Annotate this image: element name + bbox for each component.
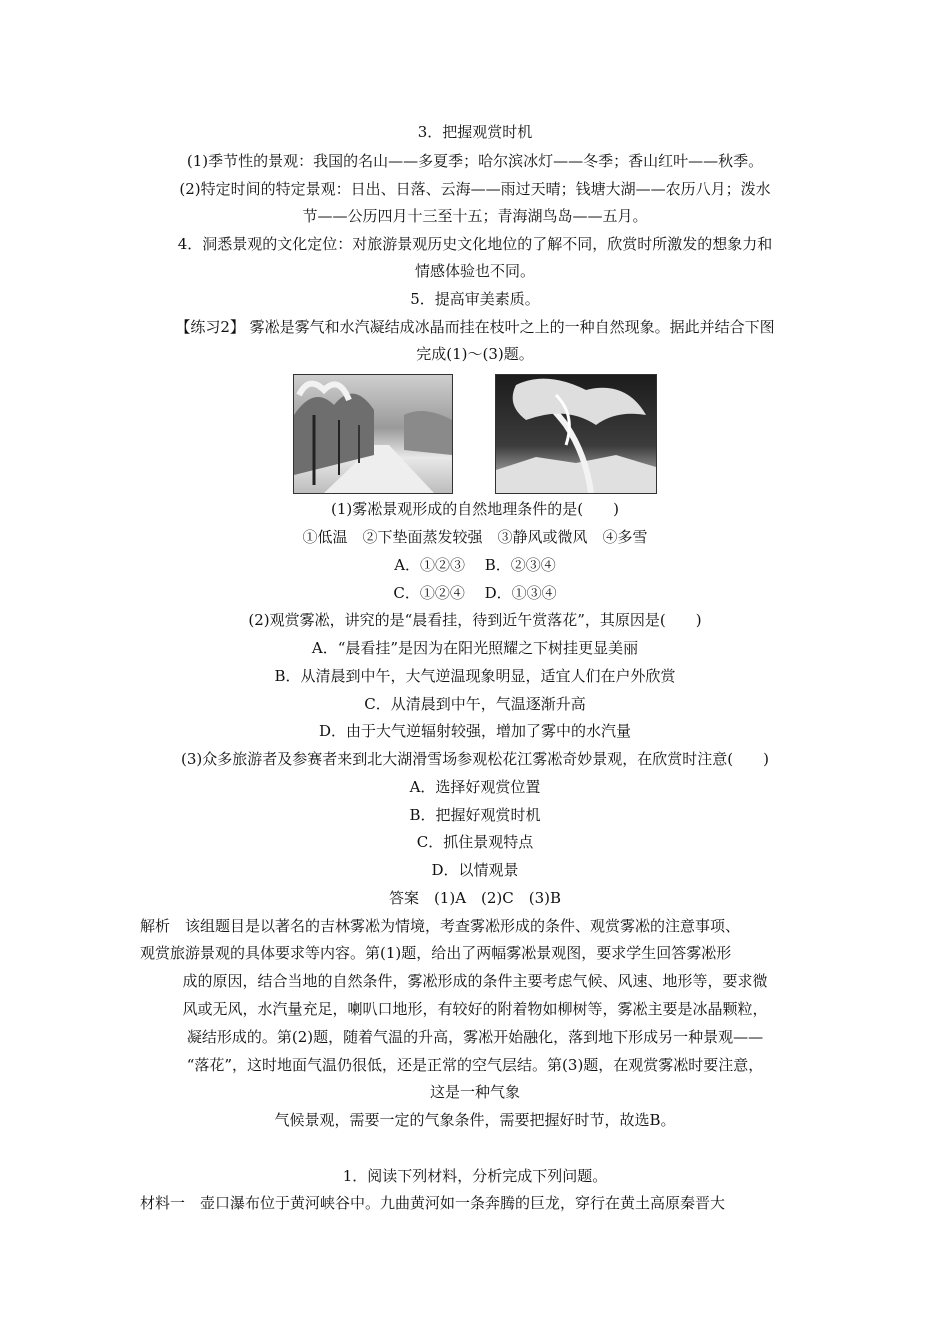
question-1-choices-ab: A．①②③ B．②③④ <box>394 556 556 574</box>
question-3-choice-a: A．选择好观赏位置 <box>409 778 541 796</box>
question-2-choice-b: B．从清晨到中午，大气逆温现象明显，适宜人们在户外欣赏 <box>274 667 676 685</box>
exercise-intro-cont: 完成(1)～(3)题。 <box>416 345 534 363</box>
question-2: (2)观赏雾凇，讲究的是“晨看挂，待到近午赏落花”，其原因是( ) <box>248 611 702 629</box>
analysis-line-6: “落花”，这时地面气温仍很低，还是正常的空气层结。第(3)题，在观赏雾凇时要注意， <box>186 1056 764 1074</box>
question-3-choice-b: B．把握好观赏时机 <box>409 806 541 824</box>
paragraph-cultural: 4．洞悉景观的文化定位：对旅游景观历史文化地位的了解不同，欣赏时所激发的想象力和 <box>177 235 773 253</box>
paragraph-cultural-cont: 情感体验也不同。 <box>414 262 535 280</box>
rime-tree-illustration <box>496 375 656 493</box>
question-1-options: ①低温 ②下垫面蒸发较强 ③静风或微风 ④多雪 <box>302 528 648 546</box>
paragraph-specific-time-cont: 节——公历四月十三至十五；青海湖鸟岛——五月。 <box>302 207 648 225</box>
question-3-choice-c: C．抓住景观特点 <box>416 833 534 851</box>
rime-road-illustration <box>294 375 452 493</box>
question-2-choice-a: A．“晨看挂”是因为在阳光照耀之下树挂更显美丽 <box>311 639 639 657</box>
question-2-choice-c: C．从清晨到中午，气温逐渐升高 <box>364 695 586 713</box>
analysis-line-2: 观赏旅游景观的具体要求等内容。第(1)题，给出了两幅雾凇景观图，要求学生回答雾凇形 <box>140 944 732 962</box>
analysis-line-1: 解析 该组题目是以著名的吉林雾凇为情境，考查雾凇形成的条件、观赏雾凇的注意事项、 <box>140 917 741 935</box>
exercise-intro: 【练习2】 雾凇是雾气和水汽凝结成冰晶而挂在枝叶之上的一种自然现象。据此并结合下图 <box>175 318 775 336</box>
question-3-choice-d: D．以情观景 <box>431 861 519 879</box>
answer-line: 答案 (1)A (2)C (3)B <box>388 889 562 907</box>
rime-photo-road <box>293 374 453 494</box>
material-one: 材料一 壶口瀑布位于黄河峡谷中。九曲黄河如一条奔腾的巨龙，穿行在黄土高原秦晋大 <box>140 1194 726 1212</box>
question-heading-1: 1．阅读下列材料，分析完成下列问题。 <box>342 1167 608 1185</box>
analysis-line-4: 风或无风，水汽量充足，喇叭口地形，有较好的附着物如柳树等，雾凇主要是冰晶颗粒， <box>182 1000 768 1018</box>
section-heading-aesthetic: 5．提高审美素质。 <box>410 290 540 308</box>
question-1-choices-cd: C．①②④ D．①③④ <box>393 584 557 602</box>
section-heading-timing: 3．把握观赏时机 <box>417 123 533 141</box>
question-3: (3)众多旅游者及参赛者来到北大湖滑雪场参观松花江雾凇奇妙景观，在欣赏时注意( ) <box>181 750 769 768</box>
analysis-line-7: 这是一种气象 <box>429 1083 520 1101</box>
rime-photo-tree <box>495 374 657 494</box>
question-1: (1)雾凇景观形成的自然地理条件的是( ) <box>331 500 619 518</box>
paragraph-seasonal: (1)季节性的景观：我国的名山——多夏季；哈尔滨冰灯——冬季；香山红叶——秋季。 <box>186 152 764 170</box>
question-2-choice-d: D．由于大气逆辐射较强，增加了雾中的水汽量 <box>318 722 632 740</box>
analysis-line-8: 气候景观，需要一定的气象条件，需要把握好时节，故选B。 <box>274 1111 676 1129</box>
analysis-line-5: 凝结形成的。第(2)题，随着气温的升高，雾凇开始融化，落到地下形成另一种景观—— <box>186 1028 764 1046</box>
paragraph-specific-time: (2)特定时间的特定景观：日出、日落、云海——雨过天晴；钱塘大湖——农历八月；泼水 <box>179 180 771 198</box>
analysis-line-3: 成的原因，结合当地的自然条件，雾凇形成的条件主要考虑气候、风速、地形等，要求微 <box>182 972 768 990</box>
